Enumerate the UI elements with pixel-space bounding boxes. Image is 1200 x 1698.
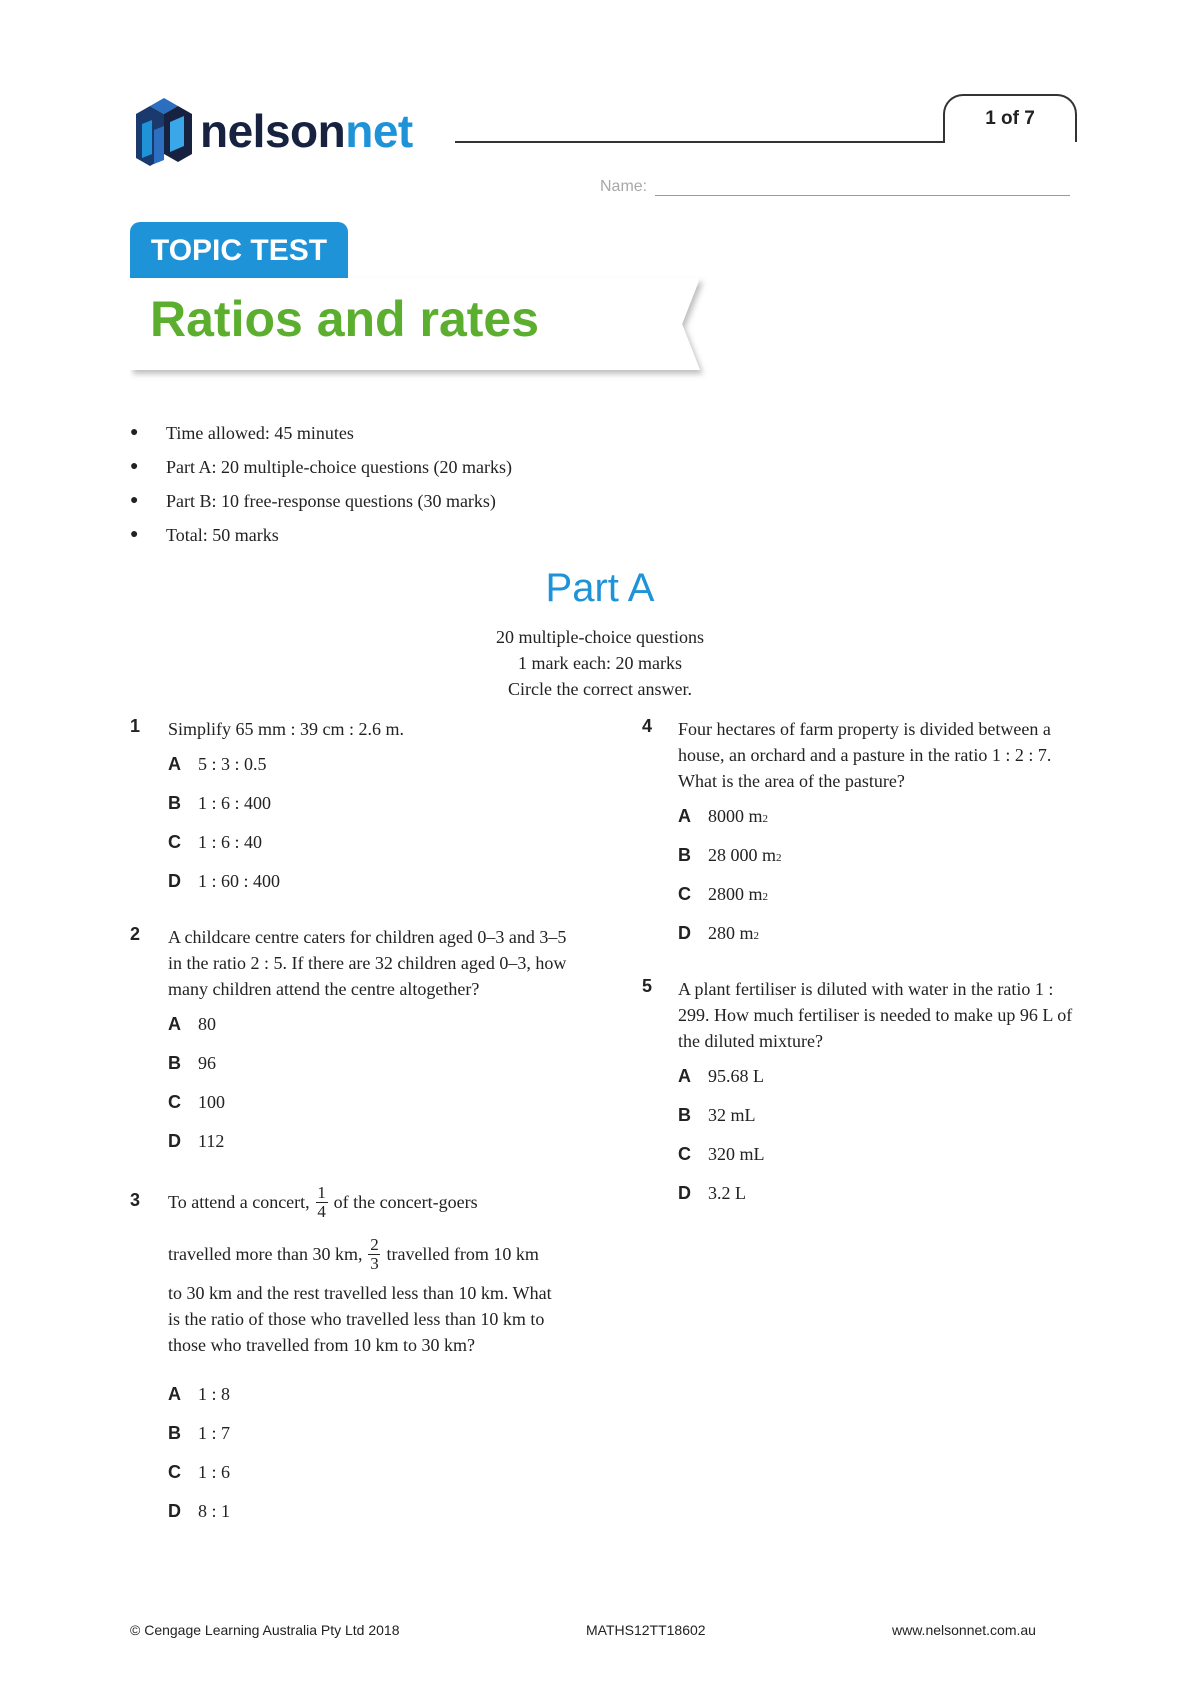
footer-code: MATHS12TT18602 — [586, 1622, 706, 1638]
logo-cube-icon — [130, 94, 198, 168]
option-c[interactable]: C 320 mL — [678, 1144, 765, 1164]
option-a[interactable]: A 95.68 L — [678, 1066, 764, 1086]
question-text: Four hectares of farm property is divided between a house, an orchard and a pasture in the ratio 1 : 2 : 7. What is the area of the pasture? — [678, 719, 1052, 791]
option-c[interactable]: C 1 : 6 : 40 — [168, 832, 263, 852]
option-d[interactable]: D 1 : 60 : 400 — [168, 871, 281, 891]
option-b[interactable]: B 28 000 m 2 — [678, 845, 782, 865]
name-field[interactable] — [600, 178, 1070, 196]
title-banner — [130, 272, 710, 387]
question-number: 1 — [130, 716, 141, 736]
part-a-heading: Part A — [545, 566, 655, 610]
question-number: 3 — [130, 1190, 141, 1210]
question-number: 2 — [130, 924, 141, 944]
question-number: 4 — [642, 716, 653, 736]
logo-wordmark: nelsonnet — [200, 105, 413, 157]
bullet-icon: ● — [130, 425, 139, 440]
option-d[interactable]: D 8 : 1 — [168, 1501, 231, 1521]
bullet-icon: ● — [130, 459, 139, 474]
footer-website-link[interactable]: www.nelsonnet.com.au — [892, 1622, 1036, 1638]
question-text: To attend a concert, $\frac{1}{4}$ of the concert-goers travelled more than 30 km, $\frac{2}{3}$ travelled from 10 km to 30 km and the rest travelled less than 10 km. What is the ratio of those who travelled less than 10 km to those who travelled from 10 km to 30 km? — [168, 1182, 552, 1355]
list-item: ● Part A: 20 multiple-choice questions (20 marks) — [130, 456, 512, 477]
option-b[interactable]: B 96 — [168, 1053, 216, 1073]
option-a[interactable]: A 5 : 3 : 0.5 — [168, 754, 267, 774]
page-title: Ratios and rates — [150, 291, 540, 347]
option-a[interactable]: A 80 — [168, 1014, 216, 1034]
option-a[interactable]: A 8000 m 2 — [678, 806, 769, 826]
bullet-icon: ● — [130, 493, 139, 508]
option-d[interactable]: D 112 — [168, 1131, 225, 1151]
option-d[interactable]: D 3.2 L — [678, 1183, 746, 1203]
option-c[interactable]: C 100 — [168, 1092, 225, 1112]
question-text: A plant fertiliser is diluted with water in the ratio 1 : 299. How much fertiliser is needed to make up 96 L of the diluted mixture? — [678, 979, 1073, 1051]
page-indicator: 1 of 7 — [943, 94, 1077, 142]
option-b[interactable]: B 1 : 7 — [168, 1423, 231, 1443]
name-label: Name: — [600, 178, 648, 195]
option-b[interactable]: B 1 : 6 : 400 — [168, 793, 272, 813]
question-text: Simplify 65 mm : 39 cm : 2.6 m. — [168, 719, 405, 739]
question-text: A childcare centre caters for children aged 0–3 and 3–5 in the ratio 2 : 5. If there are 32 children aged 0–3, how many children attend the centre altogether? — [168, 927, 567, 999]
nelsonnet-logo — [130, 94, 413, 168]
topic-test-badge: TOPIC TEST — [130, 222, 348, 280]
question-number: 5 — [642, 976, 653, 996]
name-line[interactable] — [655, 179, 1070, 196]
header-rule — [455, 141, 945, 143]
list-item: ● Time allowed: 45 minutes — [130, 422, 354, 443]
fraction-two-thirds: $\frac{2}{3}$ — [370, 1234, 379, 1273]
footer-copyright: © Cengage Learning Australia Pty Ltd 2018 — [130, 1622, 400, 1638]
option-d[interactable]: D 280 m 2 — [678, 923, 760, 943]
fraction-one-quarter: $\frac{1}{4}$ — [317, 1182, 326, 1221]
option-c[interactable]: C 2800 m 2 — [678, 884, 769, 904]
test-info-list — [130, 416, 512, 552]
part-a-instructions: 20 multiple-choice questions 1 mark each: 20 marks Circle the correct answer. — [496, 627, 704, 699]
option-c[interactable]: C 1 : 6 — [168, 1462, 231, 1482]
option-b[interactable]: B 32 mL — [678, 1105, 756, 1125]
option-a[interactable]: A 1 : 8 — [168, 1384, 231, 1404]
bullet-icon: ● — [130, 527, 139, 542]
list-item: ● Total: 50 marks — [130, 524, 279, 545]
list-item: ● Part B: 10 free-response questions (30 marks) — [130, 490, 496, 511]
